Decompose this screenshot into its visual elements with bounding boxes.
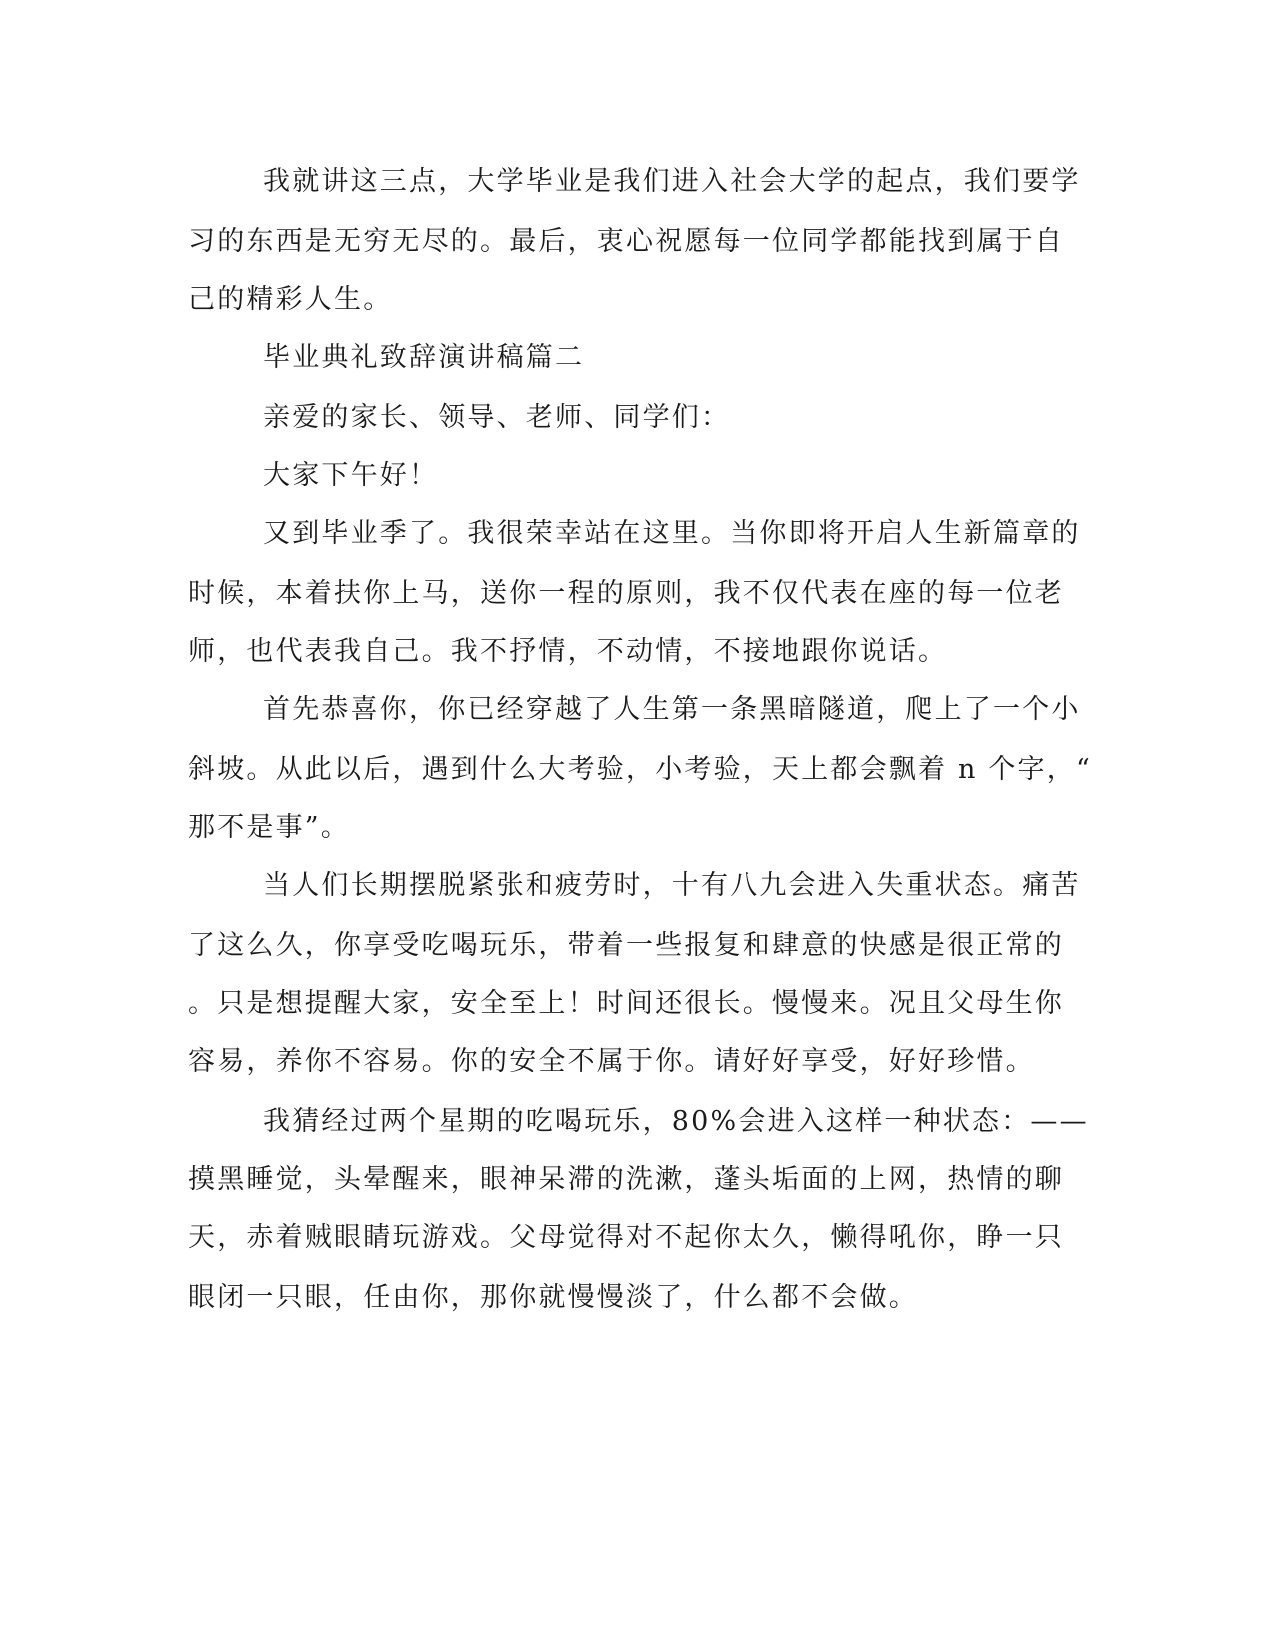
- paragraph-line: 眼闭一只眼，任由你，那你就慢慢淡了，什么都不会做。: [188, 1282, 918, 1313]
- paragraph-line: 当人们长期摆脱紧张和疲劳时，十有八九会进入失重状态。痛苦: [263, 870, 1081, 901]
- salutation: 亲爱的家长、领导、老师、同学们：: [263, 402, 731, 433]
- paragraph-line: 我猜经过两个星期的吃喝玩乐，80%会进入这样一种状态：——: [263, 1106, 1089, 1137]
- paragraph-line: 时候，本着扶你上马，送你一程的原则，我不仅代表在座的每一位老: [188, 578, 1064, 609]
- paragraph-line: 师，也代表我自己。我不抒情，不动情，不接地跟你说话。: [188, 636, 948, 667]
- paragraph-line: 首先恭喜你，你已经穿越了人生第一条黑暗隧道，爬上了一个小: [263, 694, 1081, 725]
- paragraph-line: 天，赤着贼眼睛玩游戏。父母觉得对不起你太久，懒得吼你，睁一只: [188, 1222, 1064, 1253]
- greeting: 大家下午好！: [263, 460, 439, 491]
- paragraph-line: 摸黑睡觉，头晕醒来，眼神呆滞的洗漱，蓬头垢面的上网，热情的聊: [188, 1164, 1064, 1195]
- paragraph-line: 己的精彩人生。: [188, 284, 393, 315]
- paragraph-line: 了这么久，你享受吃喝玩乐，带着一些报复和肆意的快感是很正常的: [188, 930, 1064, 961]
- paragraph-line: 那不是事”。: [188, 812, 351, 843]
- paragraph-line: 我就讲这三点，大学毕业是我们进入社会大学的起点，我们要学: [263, 166, 1081, 197]
- paragraph-line: 斜坡。从此以后，遇到什么大考验，小考验，天上都会飘着 n 个字，“: [188, 754, 1092, 785]
- section-heading: 毕业典礼致辞演讲稿篇二: [263, 342, 585, 373]
- paragraph-line: 容易，养你不容易。你的安全不属于你。请好好享受，好好珍惜。: [188, 1046, 1035, 1077]
- paragraph-line: 。只是想提醒大家，安全至上！时间还很长。慢慢来。况且父母生你: [188, 988, 1064, 1019]
- paragraph-line: 习的东西是无穷无尽的。最后，衷心祝愿每一位同学都能找到属于自: [188, 226, 1064, 257]
- paragraph-line: 又到毕业季了。我很荣幸站在这里。当你即将开启人生新篇章的: [263, 518, 1081, 549]
